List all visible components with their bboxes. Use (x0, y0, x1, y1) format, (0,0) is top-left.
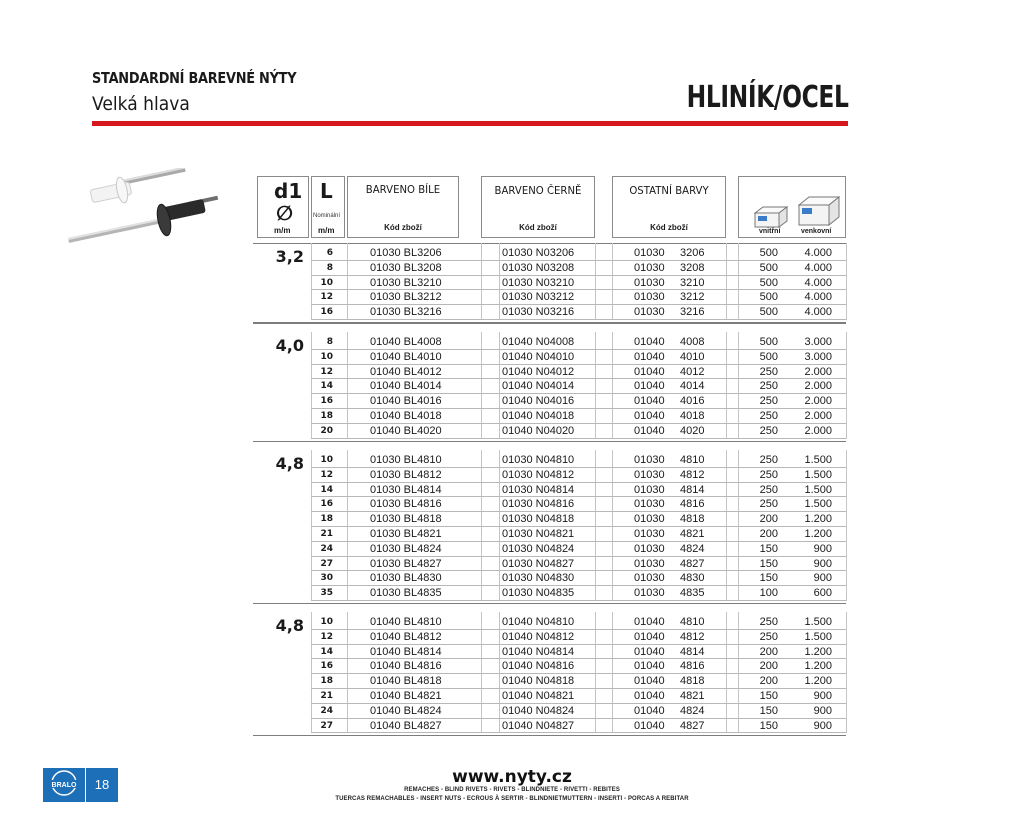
brand-name: BRALO (51, 782, 77, 789)
outer-quantity-cell: 4.000 (804, 261, 832, 274)
table-row (311, 658, 846, 659)
other-code-cell: 3212 (680, 291, 705, 304)
other-code-cell: 01030 (634, 276, 665, 289)
other-code-cell: 4821 (680, 528, 705, 540)
length-cell: 6 (326, 248, 333, 258)
black-code-cell: 01040 N04816 (502, 660, 575, 673)
website-link[interactable]: www.nyty.cz (452, 767, 572, 787)
length-cell: 21 (320, 691, 333, 701)
white-code-cell: 01040 BL4818 (370, 675, 442, 688)
white-code-cell: 01030 BL3216 (370, 306, 442, 319)
black-code-label: Kód zboží (519, 223, 557, 232)
table-row (311, 438, 846, 439)
white-code-cell: 01040 BL4010 (370, 350, 442, 363)
white-code-cell: 01030 BL4830 (370, 572, 442, 585)
column-divider (347, 243, 348, 320)
other-code-cell: 01040 (634, 350, 665, 363)
black-code-cell: 01040 N04821 (502, 690, 575, 702)
white-code-cell: 01040 BL4812 (370, 630, 442, 643)
white-color-header (347, 176, 459, 238)
other-code-cell: 4816 (680, 660, 705, 673)
table-row (311, 349, 846, 350)
other-code-cell: 01040 (634, 336, 665, 348)
inner-quantity-cell: 200 (759, 645, 778, 658)
table-row (311, 511, 846, 512)
outer-quantity-cell: 900 (813, 572, 832, 585)
white-code-cell: 01030 BL4821 (370, 528, 442, 540)
black-code-cell: 01030 N03208 (502, 261, 575, 274)
other-code-cell: 01040 (634, 675, 665, 688)
outer-quantity-cell: 2.000 (804, 424, 832, 437)
black-code-cell: 01040 N04018 (502, 410, 575, 422)
black-color-header (481, 176, 595, 238)
other-code-cell: 01030 (634, 261, 665, 274)
inner-quantity-cell: 250 (759, 365, 778, 378)
group-separator (253, 323, 846, 324)
d1-label: d1 (274, 179, 303, 203)
outer-quantity-cell: 2.000 (804, 365, 832, 378)
white-code-cell: 01030 BL4810 (370, 454, 442, 466)
outer-quantity-cell: 3.000 (804, 336, 832, 348)
length-cell: 8 (326, 262, 333, 273)
other-code-cell: 4020 (680, 424, 705, 437)
page-number: 18 (86, 768, 118, 802)
table-row (311, 718, 846, 719)
group-separator (253, 603, 846, 604)
outer-quantity-cell: 1.200 (804, 660, 832, 673)
other-code-cell: 4818 (680, 675, 705, 688)
inner-quantity-cell: 250 (759, 395, 778, 408)
table-row (311, 408, 846, 409)
outer-label: venkovní (801, 228, 832, 235)
white-code-cell: 01040 BL4810 (370, 616, 442, 628)
other-code-cell: 3210 (680, 276, 705, 289)
other-code-cell: 4824 (680, 704, 705, 717)
diameter-value: 4,0 (275, 336, 304, 355)
other-code-cell: 01040 (634, 645, 665, 658)
inner-quantity-cell: 150 (759, 557, 778, 570)
other-code-cell: 01030 (634, 483, 665, 496)
inner-quantity-cell: 500 (759, 247, 778, 259)
diameter-value: 3,2 (275, 247, 304, 266)
length-cell: 12 (320, 469, 333, 480)
black-code-cell: 01040 N04812 (502, 630, 575, 643)
inner-quantity-cell: 250 (759, 454, 778, 466)
black-code-cell: 01040 N04016 (502, 395, 575, 408)
other-code-cell: 4814 (680, 645, 705, 658)
other-code-cell: 01030 (634, 291, 665, 304)
table-row (311, 423, 846, 424)
table-row (311, 526, 846, 527)
other-code-cell: 01030 (634, 557, 665, 570)
outer-quantity-cell: 900 (813, 690, 832, 702)
length-cell: 12 (320, 366, 333, 377)
length-cell: 14 (320, 484, 333, 495)
outer-quantity-cell: 4.000 (804, 306, 832, 319)
black-code-cell: 01030 N04818 (502, 513, 575, 526)
inner-quantity-cell: 250 (759, 424, 778, 437)
other-code-cell: 4010 (680, 350, 705, 363)
inner-quantity-cell: 500 (759, 350, 778, 363)
black-code-cell: 01030 N04816 (502, 498, 575, 511)
section-subtitle: Velká hlava (92, 93, 190, 115)
table-row (311, 364, 846, 365)
other-code-cell: 01040 (634, 424, 665, 437)
column-divider (612, 243, 613, 320)
black-code-cell: 01030 N03210 (502, 276, 575, 289)
length-unit: m/m (318, 226, 335, 235)
table-row (311, 688, 846, 689)
outer-quantity-cell: 1.500 (804, 483, 832, 496)
outer-quantity-cell: 900 (813, 557, 832, 570)
inner-quantity-cell: 500 (759, 276, 778, 289)
white-code-cell: 01030 BL4824 (370, 542, 442, 555)
table-row (311, 644, 846, 645)
black-rivet-image (68, 196, 218, 243)
inner-quantity-cell: 150 (759, 542, 778, 555)
length-cell: 16 (320, 661, 333, 672)
inner-box-icon (753, 205, 789, 229)
other-code-cell: 01030 (634, 542, 665, 555)
black-code-cell: 01030 N04827 (502, 557, 575, 570)
other-code-cell: 01040 (634, 395, 665, 408)
white-code-cell: 01030 BL3208 (370, 261, 442, 274)
black-code-cell: 01030 N03216 (502, 306, 575, 319)
nominal-label: Nominální (313, 213, 341, 219)
white-code-cell: 01030 BL3212 (370, 291, 442, 304)
inner-quantity-cell: 150 (759, 572, 778, 585)
other-code-cell: 4016 (680, 395, 705, 408)
black-code-cell: 01040 N04020 (502, 424, 575, 437)
white-code-cell: 01040 BL4821 (370, 690, 442, 702)
column-divider (738, 243, 739, 320)
other-code-cell: 4835 (680, 587, 705, 600)
other-code-cell: 4812 (680, 630, 705, 643)
other-column-title: OSTATNÍ BARVY (629, 184, 709, 197)
black-code-cell: 01040 N04824 (502, 704, 575, 717)
inner-quantity-cell: 500 (759, 336, 778, 348)
d1-header (257, 176, 309, 238)
column-divider (481, 243, 482, 320)
outer-quantity-cell: 1.200 (804, 513, 832, 526)
column-divider (846, 332, 847, 439)
black-code-cell: 01030 N04835 (502, 587, 575, 600)
inner-quantity-cell: 250 (759, 498, 778, 511)
white-column-title: BARVENO BÍLE (365, 183, 441, 196)
length-cell: 30 (320, 573, 333, 584)
inner-quantity-cell: 250 (759, 380, 778, 393)
white-code-label: Kód zboží (384, 223, 422, 232)
length-cell: 18 (320, 676, 333, 687)
inner-quantity-cell: 150 (759, 704, 778, 717)
length-cell: 16 (320, 396, 333, 407)
length-cell: 24 (320, 543, 333, 554)
table-row (311, 673, 846, 674)
red-divider (92, 121, 848, 126)
white-code-cell: 01040 BL4014 (370, 380, 442, 393)
table-row (311, 378, 846, 379)
table-row (311, 482, 846, 483)
black-code-cell: 01030 N04810 (502, 454, 575, 466)
black-code-cell: 01040 N04827 (502, 719, 575, 732)
outer-quantity-cell: 1.500 (804, 468, 832, 481)
length-label: L (320, 179, 333, 203)
black-code-cell: 01030 N04824 (502, 542, 575, 555)
column-divider (499, 243, 500, 320)
inner-quantity-cell: 200 (759, 675, 778, 688)
white-code-cell: 01040 BL4012 (370, 365, 442, 378)
black-code-cell: 01040 N04818 (502, 675, 575, 688)
white-code-cell: 01030 BL3206 (370, 247, 442, 259)
other-code-cell: 01030 (634, 587, 665, 600)
inner-quantity-cell: 100 (759, 587, 778, 600)
table-row (311, 275, 846, 276)
other-code-cell: 4810 (680, 454, 705, 466)
other-code-cell: 4830 (680, 572, 705, 585)
other-code-cell: 01040 (634, 719, 665, 732)
group-separator (253, 441, 846, 442)
inner-quantity-cell: 250 (759, 468, 778, 481)
outer-quantity-cell: 4.000 (804, 276, 832, 289)
black-code-cell: 01030 N04830 (502, 572, 575, 585)
rivet-product-image (60, 168, 240, 260)
other-code-cell: 4008 (680, 336, 705, 348)
length-cell: 12 (320, 292, 333, 303)
other-code-cell: 3206 (680, 247, 705, 259)
inner-quantity-cell: 150 (759, 690, 778, 702)
outer-quantity-cell: 900 (813, 704, 832, 717)
outer-quantity-cell: 1.200 (804, 528, 832, 540)
other-code-label: Kód zboží (650, 223, 688, 232)
black-code-cell: 01040 N04814 (502, 645, 575, 658)
length-header (311, 176, 345, 238)
inner-quantity-cell: 200 (759, 528, 778, 540)
diameter-icon: ∅ (276, 201, 294, 225)
length-cell: 8 (326, 337, 333, 347)
length-cell: 12 (320, 631, 333, 642)
table-top-line (253, 243, 846, 244)
white-code-cell: 01030 BL4814 (370, 483, 442, 496)
black-code-cell: 01040 N04014 (502, 380, 575, 393)
other-code-cell: 3208 (680, 261, 705, 274)
material-title: HLINÍK/OCEL (686, 80, 848, 115)
packaging-header (738, 176, 846, 238)
group-bottom-line (253, 735, 846, 736)
inner-quantity-cell: 500 (759, 261, 778, 274)
d1-unit: m/m (274, 226, 291, 235)
other-code-cell: 4812 (680, 468, 705, 481)
diameter-value: 4,8 (275, 616, 304, 635)
length-cell: 27 (320, 720, 333, 731)
inner-quantity-cell: 250 (759, 630, 778, 643)
other-code-cell: 4814 (680, 483, 705, 496)
length-cell: 18 (320, 411, 333, 421)
other-code-cell: 01040 (634, 380, 665, 393)
inner-quantity-cell: 200 (759, 660, 778, 673)
table-row (311, 732, 846, 733)
table-row (311, 703, 846, 704)
other-code-cell: 01030 (634, 454, 665, 466)
column-divider (595, 243, 596, 320)
other-code-cell: 3216 (680, 306, 705, 319)
length-cell: 10 (320, 617, 333, 627)
other-code-cell: 01030 (634, 468, 665, 481)
length-cell: 21 (320, 529, 333, 539)
inner-quantity-cell: 250 (759, 483, 778, 496)
column-divider (846, 243, 847, 320)
table-row (311, 541, 846, 542)
length-cell: 14 (320, 646, 333, 657)
other-code-cell: 01030 (634, 306, 665, 319)
length-cell: 10 (320, 277, 333, 288)
other-code-cell: 01040 (634, 365, 665, 378)
outer-quantity-cell: 4.000 (804, 291, 832, 304)
black-code-cell: 01040 N04810 (502, 616, 575, 628)
other-code-cell: 01040 (634, 660, 665, 673)
table-row (311, 600, 846, 601)
other-code-cell: 4827 (680, 719, 705, 732)
inner-quantity-cell: 250 (759, 410, 778, 422)
other-code-cell: 01040 (634, 410, 665, 422)
footer-line-1: REMACHES - BLIND RIVETS - RIVETS - BLINDNIETE - RIVETTI - REBITES (404, 787, 620, 793)
white-code-cell: 01040 BL4814 (370, 645, 442, 658)
table-row (311, 467, 846, 468)
outer-quantity-cell: 1.500 (804, 616, 832, 628)
other-code-cell: 01040 (634, 616, 665, 628)
inner-label: vnitřní (759, 228, 781, 235)
outer-quantity-cell: 1.500 (804, 630, 832, 643)
length-cell: 24 (320, 705, 333, 716)
inner-quantity-cell: 500 (759, 291, 778, 304)
white-code-cell: 01040 BL4008 (370, 336, 442, 348)
white-code-cell: 01040 BL4016 (370, 395, 442, 408)
inner-quantity-cell: 150 (759, 719, 778, 732)
black-code-cell: 01040 N04008 (502, 336, 575, 348)
length-cell: 20 (320, 425, 333, 436)
length-cell: 10 (320, 455, 333, 465)
column-divider (726, 243, 727, 320)
white-code-cell: 01030 BL4818 (370, 513, 442, 526)
white-code-cell: 01040 BL4824 (370, 704, 442, 717)
outer-quantity-cell: 2.000 (804, 410, 832, 422)
outer-quantity-cell: 900 (813, 719, 832, 732)
outer-quantity-cell: 900 (813, 542, 832, 555)
white-code-cell: 01030 BL4835 (370, 587, 442, 600)
outer-quantity-cell: 600 (813, 587, 832, 600)
other-colors-header (612, 176, 726, 238)
footer-line-2: TUERCAS REMACHABLES - INSERT NUTS - ECROUS À SERTIR - BLINDNIETMUTTERN - INSERTI - PORCAS A REBITAR (335, 796, 689, 802)
black-column-title: BARVENO ČERNĚ (494, 184, 582, 197)
black-code-cell: 01040 N04012 (502, 365, 575, 378)
length-cell: 27 (320, 558, 333, 569)
table-row (311, 496, 846, 497)
table-row (311, 585, 846, 586)
outer-quantity-cell: 2.000 (804, 380, 832, 393)
white-code-cell: 01030 BL4816 (370, 498, 442, 511)
outer-quantity-cell: 4.000 (804, 247, 832, 259)
length-cell: 10 (320, 351, 333, 362)
white-rivet-image (90, 168, 186, 204)
diameter-value: 4,8 (275, 454, 304, 473)
length-cell: 35 (320, 588, 333, 599)
column-divider (846, 612, 847, 733)
length-cell: 16 (320, 499, 333, 510)
inner-quantity-cell: 250 (759, 616, 778, 628)
table-row (311, 570, 846, 571)
inner-quantity-cell: 200 (759, 513, 778, 526)
table-row (311, 556, 846, 557)
white-code-cell: 01040 BL4018 (370, 410, 442, 422)
column-divider (846, 450, 847, 601)
other-code-cell: 4014 (680, 380, 705, 393)
other-code-cell: 01030 (634, 513, 665, 526)
length-cell: 18 (320, 514, 333, 525)
other-code-cell: 01030 (634, 498, 665, 511)
other-code-cell: 4018 (680, 410, 705, 422)
other-code-cell: 01030 (634, 247, 665, 259)
table-row (311, 319, 846, 320)
black-code-cell: 01030 N03206 (502, 247, 575, 259)
inner-quantity-cell: 500 (759, 306, 778, 319)
length-cell: 14 (320, 381, 333, 392)
table-row (311, 260, 846, 261)
black-code-cell: 01040 N04010 (502, 350, 575, 363)
outer-quantity-cell: 1.200 (804, 675, 832, 688)
black-code-cell: 01030 N04812 (502, 468, 575, 481)
white-code-cell: 01040 BL4020 (370, 424, 442, 437)
black-code-cell: 01030 N04814 (502, 483, 575, 496)
black-code-cell: 01030 N03212 (502, 291, 575, 304)
outer-quantity-cell: 1.500 (804, 454, 832, 466)
other-code-cell: 01040 (634, 704, 665, 717)
white-code-cell: 01040 BL4816 (370, 660, 442, 673)
section-title: STANDARDNÍ BAREVNÉ NÝTY (92, 69, 297, 87)
other-code-cell: 4816 (680, 498, 705, 511)
other-code-cell: 01030 (634, 528, 665, 540)
table-row (311, 304, 846, 305)
outer-quantity-cell: 2.000 (804, 395, 832, 408)
other-code-cell: 4012 (680, 365, 705, 378)
table-row (311, 629, 846, 630)
white-code-cell: 01040 BL4827 (370, 719, 442, 732)
other-code-cell: 01030 (634, 572, 665, 585)
outer-quantity-cell: 1.500 (804, 498, 832, 511)
other-code-cell: 4824 (680, 542, 705, 555)
other-code-cell: 4810 (680, 616, 705, 628)
table-row (311, 393, 846, 394)
white-code-cell: 01030 BL4827 (370, 557, 442, 570)
black-code-cell: 01030 N04821 (502, 528, 575, 540)
white-code-cell: 01030 BL3210 (370, 276, 442, 289)
other-code-cell: 4821 (680, 690, 705, 702)
other-code-cell: 01040 (634, 630, 665, 643)
other-code-cell: 4827 (680, 557, 705, 570)
table-row (311, 289, 846, 290)
outer-quantity-cell: 3.000 (804, 350, 832, 363)
outer-quantity-cell: 1.200 (804, 645, 832, 658)
white-code-cell: 01030 BL4812 (370, 468, 442, 481)
outer-box-icon (797, 195, 841, 227)
length-cell: 16 (320, 307, 333, 318)
other-code-cell: 01040 (634, 690, 665, 702)
other-code-cell: 4818 (680, 513, 705, 526)
